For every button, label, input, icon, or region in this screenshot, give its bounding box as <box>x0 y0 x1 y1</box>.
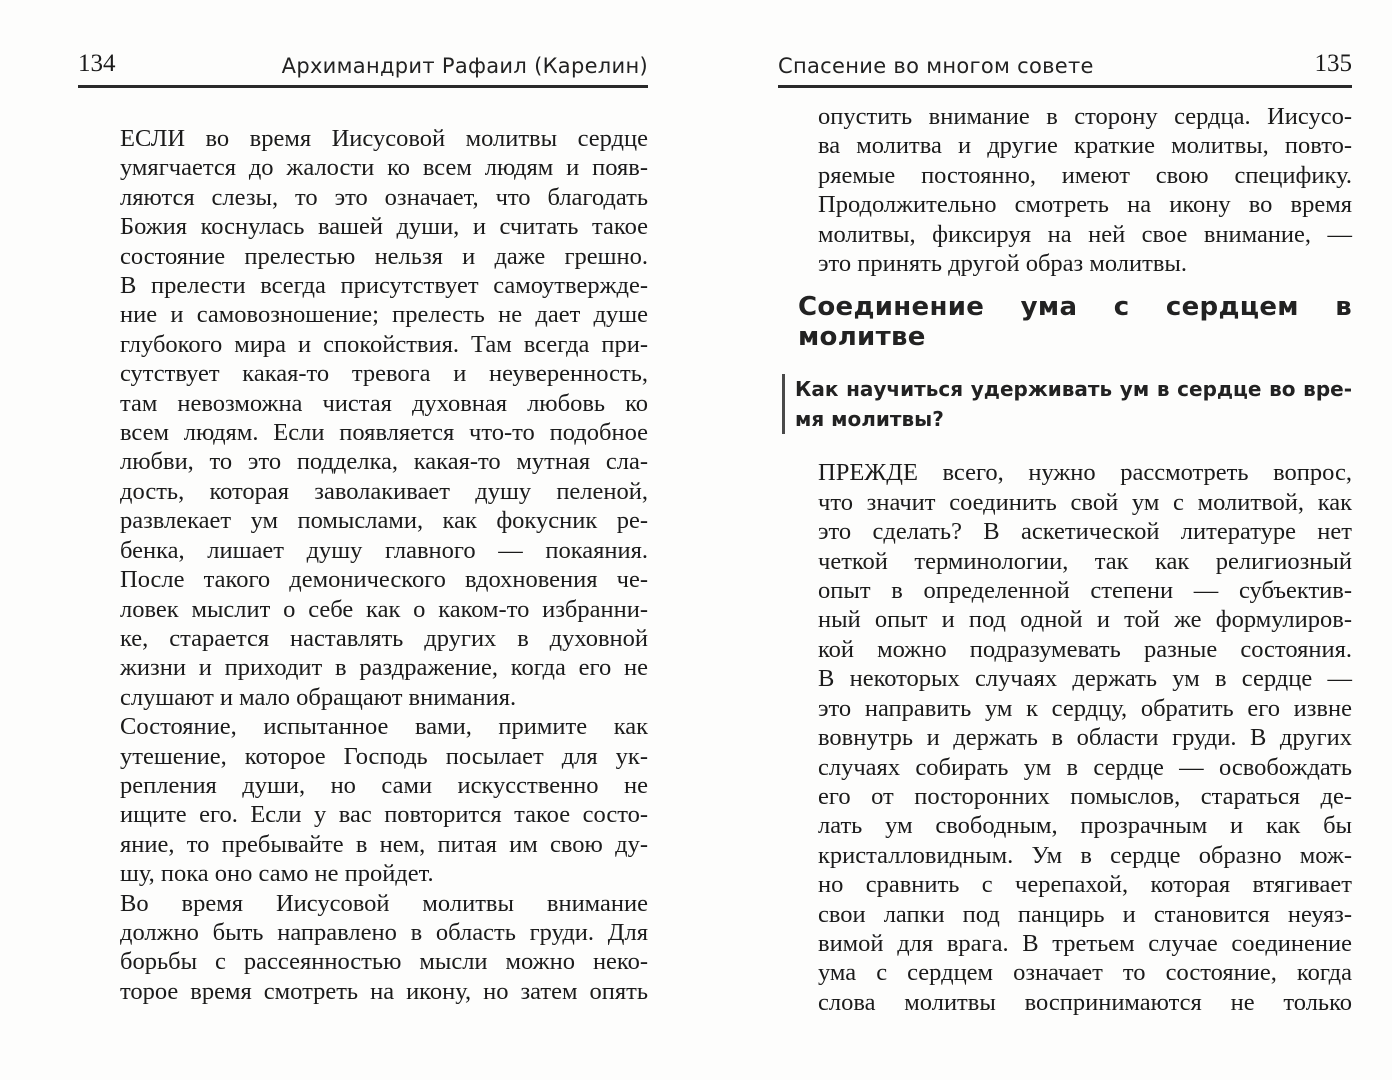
text-line: ряемые постоянно, имеют свою специфику. <box>818 161 1352 189</box>
text-line: вимой для врага. В третьем случае соединение <box>818 929 1352 957</box>
text-line: любви, то это подделка, какая-то мутная сла- <box>120 448 648 476</box>
text-line: Как научиться удерживать ум в сердце во вре- <box>795 377 1352 402</box>
text-line: В прелести всегда присутствует самоутвержде- <box>120 272 648 300</box>
body-text-column <box>818 102 1352 278</box>
text-line: там невозможна чистая духовная любовь ко <box>120 389 648 417</box>
page-number: 135 <box>1314 50 1352 77</box>
section-heading: Соединение ума с сердцем в молитве <box>798 292 1352 353</box>
text-line: яние, то пребывайте в нем, питая им свою ду- <box>120 830 648 858</box>
paragraph <box>795 374 1352 434</box>
text-line: четкой терминологии, так как религиозный <box>818 547 1352 575</box>
text-line: Во время Иисусовой молитвы внимание <box>120 889 648 917</box>
paragraph <box>818 458 1352 1017</box>
text-line: ляются слезы, то это означает, что благодать <box>120 183 648 211</box>
text-line: свои лапки под панцирь и становится неуяз- <box>818 900 1352 928</box>
text-line: лать ум свободным, прозрачным и как бы <box>818 812 1352 840</box>
page-header <box>78 50 648 88</box>
paragraph <box>120 712 648 888</box>
text-line: сутствует какая-то тревога и неуверенность, <box>120 360 648 388</box>
text-line: кой можно подразумевать разные состояния. <box>818 635 1352 663</box>
text-line: опыт в определенной степени — субъектив- <box>818 577 1352 605</box>
text-line: ПРЕЖДЕ всего, нужно рассмотреть вопрос, <box>818 459 1352 487</box>
text-line: репления души, но сами искусственно не <box>120 771 648 799</box>
text-line: ный опыт и под одной и той же формулиров- <box>818 606 1352 634</box>
text-line: бенка, лишает душу главного — покаяния. <box>120 536 648 564</box>
text-line: торое время смотреть на икону, но затем опять <box>120 977 648 1005</box>
paragraph <box>120 889 648 1007</box>
text-line: слушают и мало обращают внимания. <box>120 683 517 711</box>
text-line: Состояние, испытанное вами, примите как <box>120 713 648 741</box>
text-line: В некоторых случаях держать ум в сердце — <box>818 665 1352 693</box>
text-line: случаях собирать ум в сердце — освобождать <box>818 753 1352 781</box>
text-line: всем людям. Если появляется что-то подобное <box>120 419 648 447</box>
text-line: его от посторонних помыслов, стараться де- <box>818 782 1352 810</box>
text-line: Продолжительно смотреть на икону во время <box>818 191 1352 219</box>
text-line: глубокого мира и спокойствия. Там всегда при- <box>120 330 648 358</box>
book-page-right <box>778 50 1352 1017</box>
text-line: После такого демонического вдохновения че- <box>120 566 648 594</box>
book-page-left <box>78 50 648 1006</box>
paragraph <box>120 124 648 712</box>
text-line: умягчается до жалости ко всем людям и появ- <box>120 154 648 182</box>
text-line: борьбы с рассеянностью мысли можно неко- <box>120 948 648 976</box>
text-line: это направить ум к сердцу, обратить его извне <box>818 694 1352 722</box>
text-line: что значит соединить свой ум с молитвой, как <box>818 488 1352 516</box>
text-line: кристалловидным. Ум в сердце образно мож- <box>818 841 1352 869</box>
text-line: ние и самовозношение; прелесть не дает душе <box>120 301 648 329</box>
text-line: ЕСЛИ во время Иисусовой молитвы сердце <box>120 125 648 152</box>
text-line: это сделать? В аскетической литературе нет <box>818 518 1352 546</box>
text-line: Божия коснулась вашей души, и считать такое <box>120 213 648 241</box>
running-head: Архимандрит Рафаил (Карелин) <box>281 54 648 78</box>
text-line: жизни и приходит в раздражение, когда его не <box>120 654 648 682</box>
paragraph <box>818 102 1352 278</box>
text-line: ищите его. Если у вас повторится такое состо- <box>120 801 648 829</box>
text-line: шу, пока оно само не пройдет. <box>120 860 434 888</box>
question-subheading <box>782 374 1352 434</box>
text-line: ума с сердцем означает то состояние, когда <box>818 959 1352 987</box>
page-header <box>778 50 1352 88</box>
running-head: Спасение во многом совете <box>778 54 1094 78</box>
text-line: слова молитвы воспринимаются не только <box>818 988 1352 1016</box>
text-line: состояние прелестью нельзя и даже грешно. <box>120 242 648 270</box>
text-line: ке, старается наставлять других в духовной <box>120 624 648 652</box>
text-line: вовнутрь и держать в области груди. В других <box>818 724 1352 752</box>
text-line: опустить внимание в сторону сердца. Иисусо- <box>818 103 1352 130</box>
page-number: 134 <box>78 50 116 77</box>
text-line: дость, которая заволакивает душу пеленой, <box>120 477 648 505</box>
text-line: утешение, которое Господь посылает для ук- <box>120 742 648 770</box>
text-line: но сравнить с черепахой, которая втягивает <box>818 871 1352 899</box>
text-line: молитвы, фиксируя на ней свое внимание, — <box>818 220 1352 248</box>
text-line: развлекает ум помыслами, как фокусник ре- <box>120 507 648 535</box>
body-text-column <box>120 124 648 1006</box>
text-line: это принять другой образ молитвы. <box>818 250 1187 278</box>
text-line: ловек мыслит о себе как о каком-то избранни- <box>120 595 648 623</box>
text-line: должно быть направлено в область груди. Для <box>120 918 648 946</box>
text-line: мя молитвы? <box>795 407 944 432</box>
body-text-column <box>818 458 1352 1017</box>
text-line: ва молитва и другие краткие молитвы, повто- <box>818 132 1352 160</box>
